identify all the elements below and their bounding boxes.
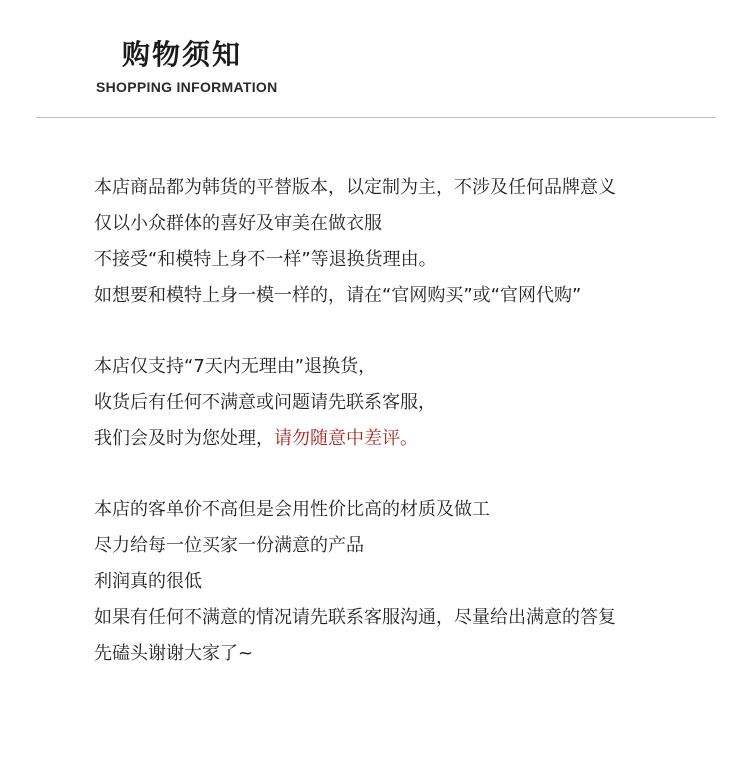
header-divider (36, 117, 716, 118)
paragraph-price-note (94, 492, 714, 672)
paragraph-brand-notice (94, 170, 714, 314)
page-header (0, 0, 750, 118)
text-line: 本店的客单价不高但是会用性价比高的材质及做工 (94, 499, 490, 520)
text-segment: 我们会及时为您处理， (94, 428, 274, 449)
warning-text: 请勿随意中差评。 (274, 428, 418, 449)
page-title: 购物须知 (122, 38, 243, 71)
text-line: 尽力给每一位买家一份满意的产品 (94, 535, 364, 556)
text-line: 不接受“和模特上身不一样”等退换货理由。 (94, 249, 437, 270)
paragraph-return-policy (94, 349, 714, 457)
text-line: 本店仅支持“7天内无理由”退换货， (94, 356, 377, 377)
page-subtitle: SHOPPING INFORMATION (96, 79, 278, 95)
text-line: 本店商品都为韩货的平替版本，以定制为主，不涉及任何品牌意义 (94, 177, 616, 198)
text-line: 如果有任何不满意的情况请先联系客服沟通，尽量给出满意的答复 (94, 607, 616, 628)
text-line: 如想要和模特上身一模一样的，请在“官网购买”或“官网代购” (94, 285, 582, 306)
notice-content (94, 170, 714, 707)
text-line: 先磕头谢谢大家了~ (94, 643, 254, 664)
text-line: 收货后有任何不满意或问题请先联系客服， (94, 392, 436, 413)
text-line-with-warning (94, 421, 714, 457)
text-line: 利润真的很低 (94, 571, 202, 592)
text-line: 仅以小众群体的喜好及审美在做衣服 (94, 213, 382, 234)
